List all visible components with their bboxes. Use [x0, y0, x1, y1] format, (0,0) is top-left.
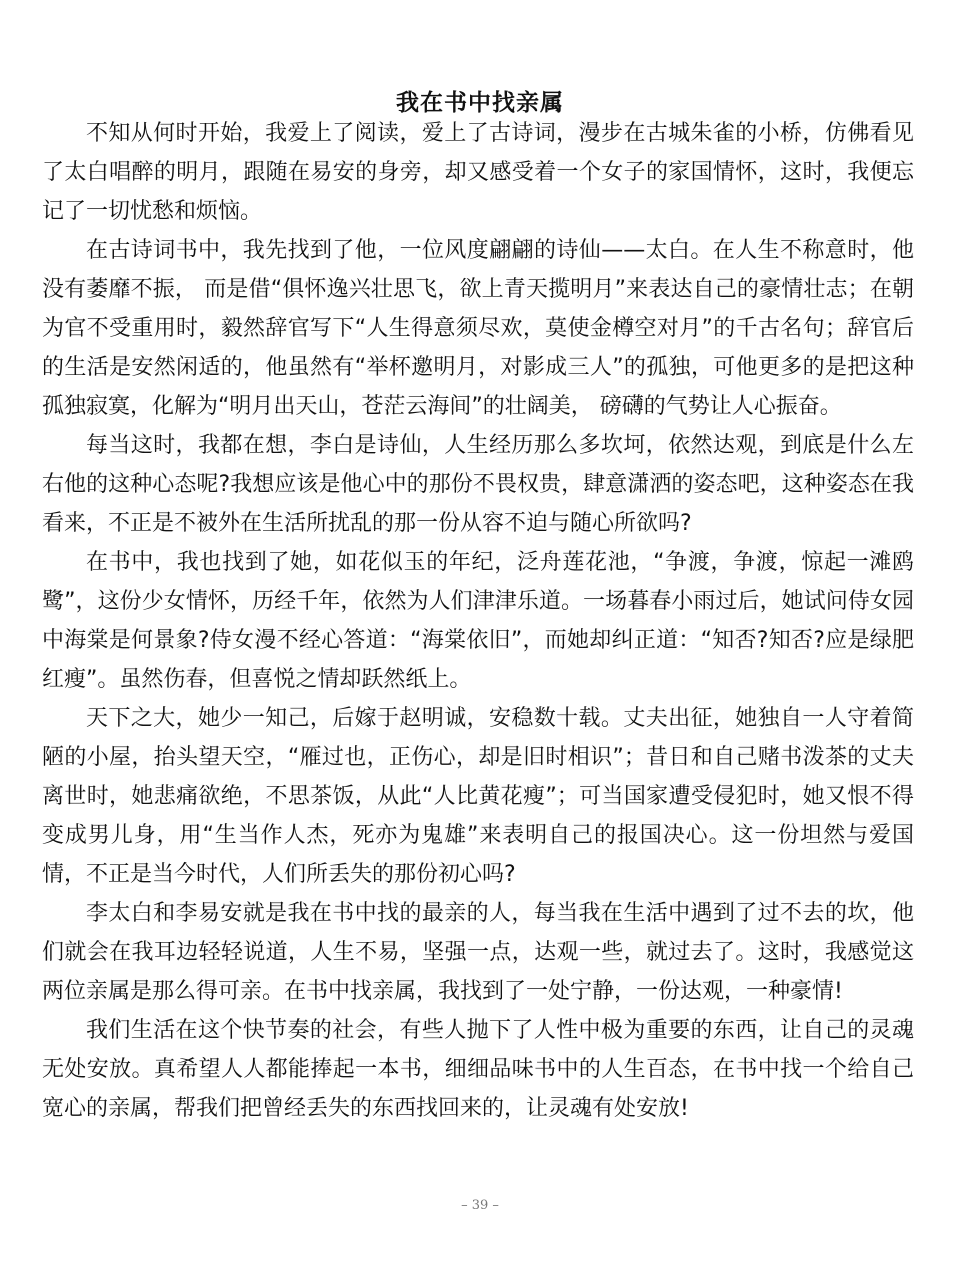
paragraph-7: 我们生活在这个快节奏的社会，有些人抛下了人性中极为重要的东西，让自己的灵魂无处安放。真希望人人都能捧起一本书，细细品味书中的人生百态，在书中找一个给自己宽心的亲属，帮我们把曾经丢失的东西找回来的，让灵魂有处安放! [42, 1018, 914, 1121]
essay-body [42, 114, 914, 1128]
essay-title: 我在书中找亲属 [396, 90, 564, 117]
paragraph-1: 不知从何时开始，我爱上了阅读，爱上了古诗词，漫步在古城朱雀的小桥，仿佛看见了太白唱醉的明月，跟随在易安的身旁，却又感受着一个女子的家国情怀，这时，我便忘记了一切忧愁和烦恼。 [42, 121, 914, 224]
paragraph-3: 每当这时，我都在想，李白是诗仙，人生经历那么多坎坷，依然达观，到底是什么左右他的这种心态呢?我想应该是他心中的那份不畏权贵，肆意潇洒的姿态吧，这种姿态在我看来，不正是不被外在生活所扰乱的那一份从容不迫与随心所欲吗? [42, 433, 914, 536]
paragraph-2: 在古诗词书中，我先找到了他，一位风度翩翩的诗仙——太白。在人生不称意时，他没有萎靡不振， 而是借“俱怀逸兴壮思飞，欲上青天揽明月”来表达自己的豪情壮志；在朝为官不受重用时，毅然辞官写下“人生得意须尽欢，莫使金樽空对月”的千古名句；辞官后的生活是安然闲适的，他虽然有“举杯邀明月，对影成三人”的孤独，可他更多的是把这种孤独寂寞，化解为“明月出天山，苍茫云海间”的壮阔美， 磅礴的气势让人心振奋。 [42, 238, 914, 419]
paragraph-4: 在书中，我也找到了她，如花似玉的年纪，泛舟莲花池，“争渡，争渡，惊起一滩鸥鹭”，这份少女情怀，历经千年，依然为人们津津乐道。一场暮春小雨过后，她试问侍女园中海棠是何景象?侍女漫不经心答道：“海棠依旧”，而她却纠正道：“知否?知否?应是绿肥红瘦”。虽然伤春，但喜悦之情却跃然纸上。 [42, 550, 914, 692]
paragraph-5: 天下之大，她少一知己，后嫁于赵明诚，安稳数十载。丈夫出征，她独自一人守着简陋的小屋，抬头望天空，“雁过也，正伤心，却是旧时相识”；昔日和自己赌书泼茶的丈夫离世时，她悲痛欲绝，不思茶饭，从此“人比黄花瘦”；可当国家遭受侵犯时，她又恨不得变成男儿身，用“生当作人杰，死亦为鬼雄”来表明自己的报国决心。这一份坦然与爱国情，不正是当今时代，人们所丢失的那份初心吗? [42, 706, 914, 887]
page-number: – 39 – [461, 1198, 499, 1213]
paragraph-6: 李太白和李易安就是我在书中找的最亲的人，每当我在生活中遇到了过不去的坎，他们就会在我耳边轻轻说道，人生不易，坚强一点，达观一些，就过去了。这时，我感觉这两位亲属是那么得可亲。在书中找亲属，我找到了一处宁静，一份达观，一种豪情! [42, 901, 914, 1004]
